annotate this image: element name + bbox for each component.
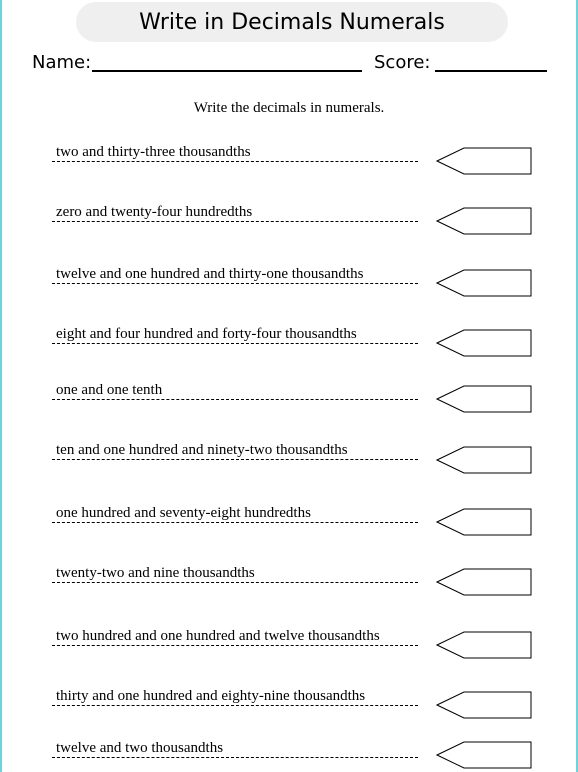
answer-box[interactable]: [436, 508, 533, 536]
question-underline: [52, 343, 418, 344]
question-underline: [52, 459, 418, 460]
question-underline: [52, 161, 418, 162]
question-underline: [52, 283, 418, 284]
question-text: zero and twenty-four hundredths: [56, 204, 253, 220]
question-text: two hundred and one hundred and twelve thousandths: [56, 628, 380, 644]
answer-box[interactable]: [436, 329, 533, 357]
answer-box[interactable]: [436, 385, 533, 413]
question-underline: [52, 705, 418, 706]
worksheet-title: [76, 2, 508, 42]
question-text: two and thirty-three thousandths: [56, 144, 251, 160]
question-text: eight and four hundred and forty-four thousandths: [56, 326, 357, 342]
answer-box[interactable]: [436, 631, 533, 659]
answer-box[interactable]: [436, 147, 533, 175]
question-text: twelve and one hundred and thirty-one thousandths: [56, 266, 364, 282]
instructions: Write the decimals in numerals.: [193, 100, 385, 116]
score-label: Score:: [374, 52, 431, 73]
question-underline: [52, 645, 418, 646]
answer-box[interactable]: [436, 568, 533, 596]
question-underline: [52, 582, 418, 583]
answer-box[interactable]: [436, 691, 533, 719]
question-underline: [52, 221, 418, 222]
name-field[interactable]: [92, 70, 362, 72]
question-underline: [52, 522, 418, 523]
question-text: one hundred and seventy-eight hundredths: [56, 505, 311, 521]
student-info-row: [2, 52, 576, 76]
question-text: ten and one hundred and ninety-two thousandths: [56, 442, 348, 458]
question-underline: [52, 399, 418, 400]
question-text: twenty-two and nine thousandths: [56, 565, 255, 581]
answer-box[interactable]: [436, 446, 533, 474]
question-text: one and one tenth: [56, 382, 163, 398]
worksheet-title-text: Write in Decimals Numerals: [139, 9, 445, 35]
question-text: thirty and one hundred and eighty-nine thousandths: [56, 688, 366, 704]
answer-box[interactable]: [436, 207, 533, 235]
answer-box[interactable]: [436, 741, 533, 769]
score-field[interactable]: [435, 70, 547, 72]
answer-box[interactable]: [436, 269, 533, 297]
question-underline: [52, 757, 418, 758]
name-label: Name:: [32, 52, 92, 73]
question-text: twelve and two thousandths: [56, 740, 224, 756]
